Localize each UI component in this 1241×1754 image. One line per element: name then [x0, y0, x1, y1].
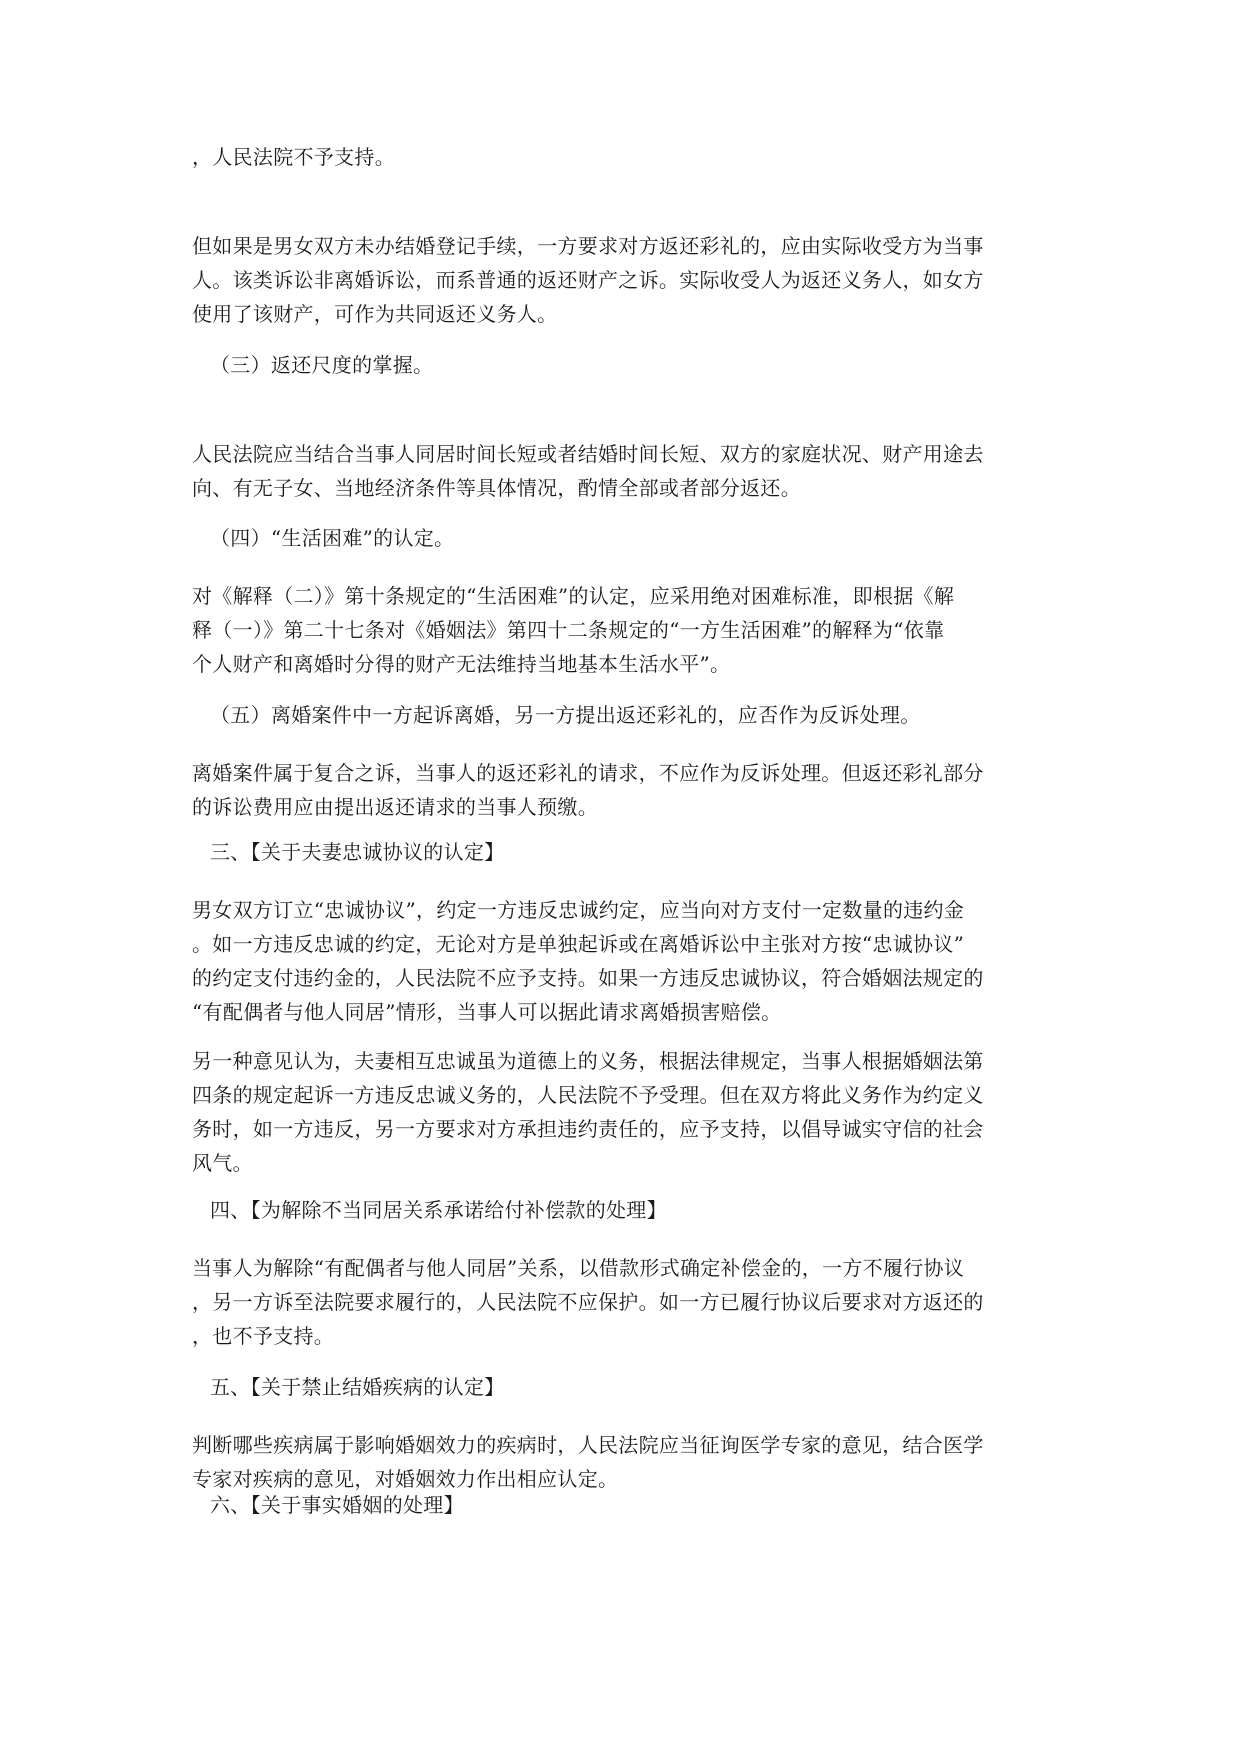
text-line: 五、【关于禁止结婚疾病的认定】 [210, 1375, 505, 1399]
text-line: 的诉讼费用应由提出返还请求的当事人预缴。 [192, 795, 598, 819]
text-line: 四、【为解除不当同居关系承诺给付补偿款的处理】 [210, 1198, 667, 1222]
text-line: （三）返还尺度的掌握。 [210, 353, 434, 377]
section-heading [210, 1370, 1070, 1404]
text-line: 男女双方订立“忠诚协议”，约定一方违反忠诚约定，应当向对方支付一定数量的违约金 [192, 898, 965, 922]
paragraph [192, 229, 1052, 331]
paragraph [192, 893, 1052, 1029]
text-line: 四条的规定起诉一方违反忠诚义务的，人民法院不予受理。但在双方将此义务作为约定义 [192, 1083, 984, 1107]
text-line: 另一种意见认为，夫妻相互忠诚虽为道德上的义务，根据法律规定，当事人根据婚姻法第 [192, 1049, 984, 1073]
section-heading [210, 698, 1070, 732]
paragraph [192, 579, 1052, 681]
text-line: 专家对疾病的意见，对婚姻效力作出相应认定。 [192, 1467, 619, 1491]
text-line: （五）离婚案件中一方起诉离婚，另一方提出返还彩礼的，应否作为反诉处理。 [210, 703, 921, 727]
paragraph [192, 1044, 1052, 1180]
text-line: 对《解释（二）》第十条规定的“生活困难”的认定，应采用绝对困难标准，即根据《解 [192, 584, 955, 608]
paragraph [192, 437, 1052, 505]
text-line: 人。该类诉讼非离婚诉讼，而系普通的返还财产之诉。实际收受人为返还义务人，如女方 [192, 268, 984, 292]
text-line: “有配偶者与他人同居”情形，当事人可以据此请求离婚损害赔偿。 [192, 1000, 782, 1024]
text-line: 判断哪些疾病属于影响婚姻效力的疾病时，人民法院应当征询医学专家的意见，结合医学 [192, 1433, 984, 1457]
text-line: 个人财产和离婚时分得的财产无法维持当地基本生活水平”。 [192, 652, 731, 676]
text-line: 人民法院应当结合当事人同居时间长短或者结婚时间长短、双方的家庭状况、财产用途去 [192, 442, 984, 466]
text-line: ，另一方诉至法院要求履行的，人民法院不应保护。如一方已履行协议后要求对方返还的 [192, 1290, 984, 1314]
text-line: 释（一）》第二十七条对《婚姻法》第四十二条规定的“一方生活困难”的解释为“依靠 [192, 618, 945, 642]
text-line: 向、有无子女、当地经济条件等具体情况，酌情全部或者部分返还。 [192, 476, 801, 500]
text-line: 但如果是男女双方未办结婚登记手续，一方要求对方返还彩礼的，应由实际收受方为当事 [192, 234, 984, 258]
text-line: 六、【关于事实婚姻的处理】 [210, 1493, 464, 1517]
text-line: 使用了该财产，可作为共同返还义务人。 [192, 302, 558, 326]
text-line: 当事人为解除“有配偶者与他人同居”关系，以借款形式确定补偿金的，一方不履行协议 [192, 1256, 965, 1280]
text-line: ，也不予支持。 [192, 1324, 335, 1348]
section-heading [210, 1488, 1070, 1522]
paragraph [192, 756, 1052, 824]
text-line: 。如一方违反忠诚的约定，无论对方是单独起诉或在离婚诉讼中主张对方按“忠诚协议” [192, 932, 965, 956]
paragraph [192, 1251, 1052, 1353]
section-heading [210, 348, 1070, 382]
text-line: （四）“生活困难”的认定。 [210, 526, 455, 550]
text-line: 务时，如一方违反，另一方要求对方承担违约责任的，应予支持，以倡导诚实守信的社会 [192, 1117, 984, 1141]
text-line: ，人民法院不予支持。 [192, 145, 395, 169]
text-line: 风气。 [192, 1151, 253, 1175]
text-line: 离婚案件属于复合之诉，当事人的返还彩礼的请求，不应作为反诉处理。但返还彩礼部分 [192, 761, 984, 785]
text-line: 三、【关于夫妻忠诚协议的认定】 [210, 840, 505, 864]
paragraph [192, 1428, 1052, 1496]
section-heading [210, 521, 1070, 555]
section-heading [210, 835, 1070, 869]
section-heading [210, 1193, 1070, 1227]
paragraph [192, 140, 1052, 174]
text-line: 的约定支付违约金的，人民法院不应予支持。如果一方违反忠诚协议，符合婚姻法规定的 [192, 966, 984, 990]
